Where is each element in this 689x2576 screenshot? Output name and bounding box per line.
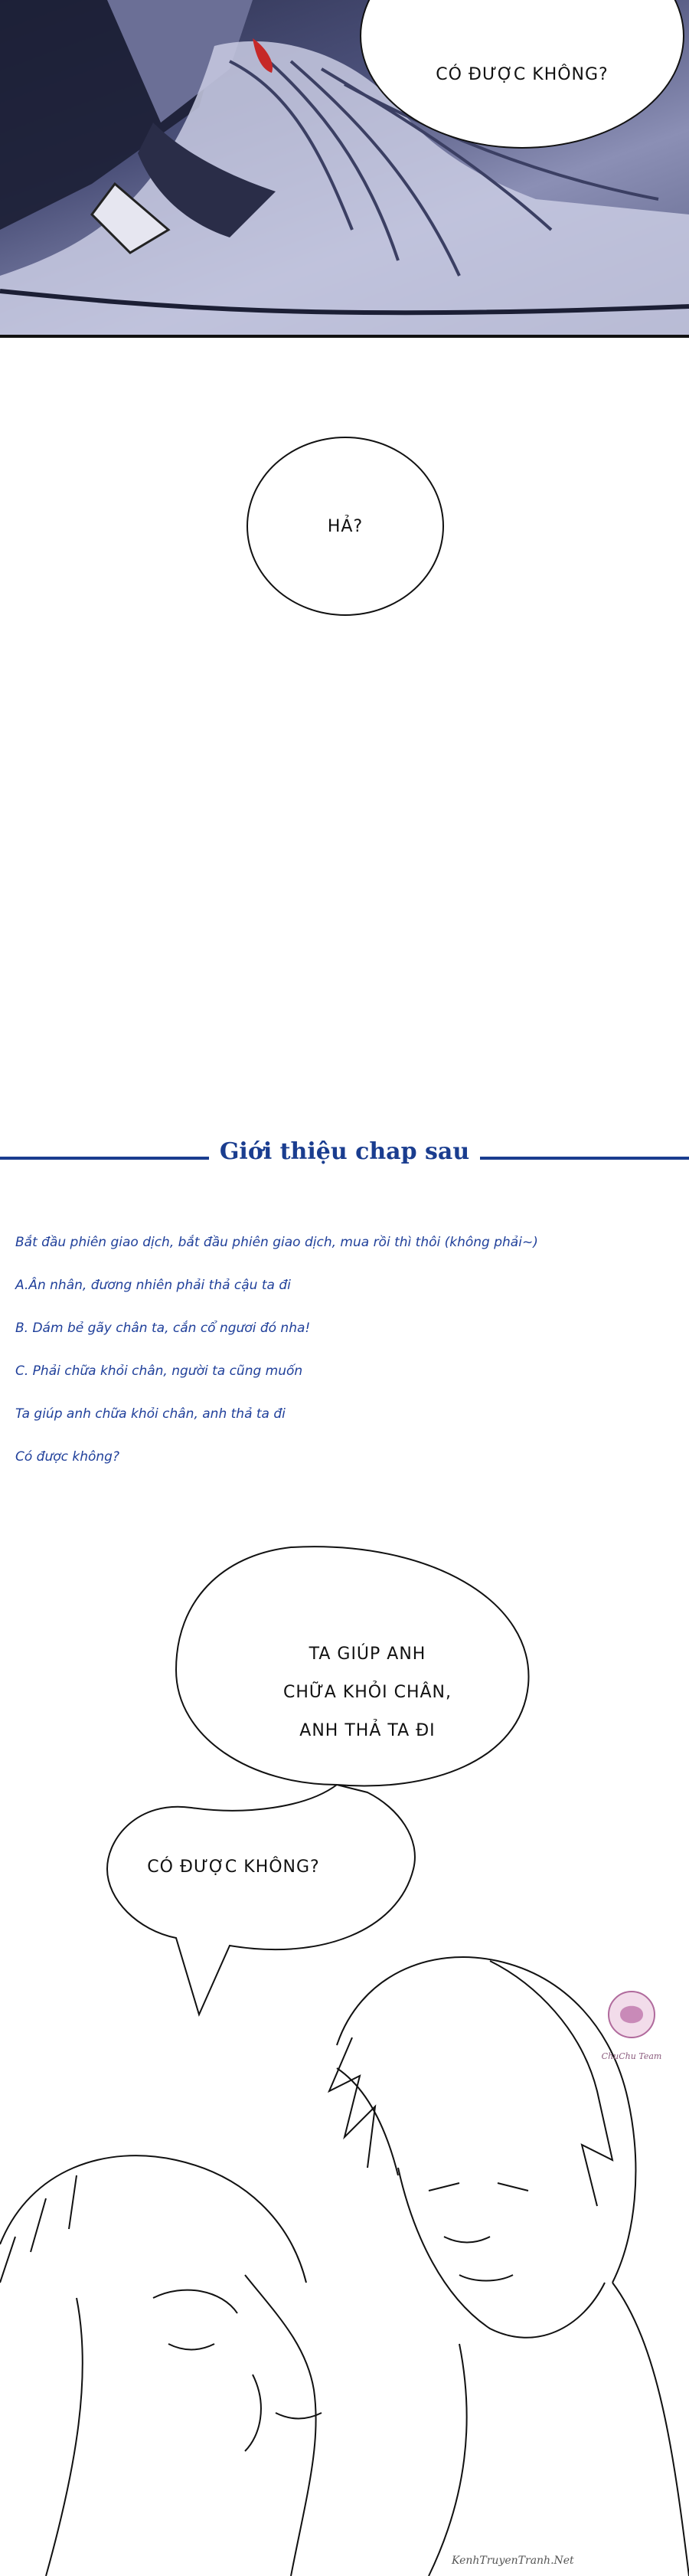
team-logo-text: ChuChu Team	[601, 2051, 662, 2061]
preview-line: C. Phải chữa khỏi chân, người ta cũng muốn	[15, 1363, 303, 1379]
preview-line: Bắt đầu phiên giao dịch, bắt đầu phiên giao dịch, mua rồi thì thôi (không phải~)	[15, 1235, 538, 1250]
next-chapter-divider	[0, 1134, 689, 1180]
preview-line: B. Dám bẻ gãy chân ta, cắn cổ ngươi đó nha!	[15, 1321, 311, 1336]
preview-line: Có được không?	[15, 1449, 119, 1465]
next-chapter-preview	[15, 1233, 674, 1491]
preview-line: Ta giúp anh chữa khỏi chân, anh thả ta đi	[15, 1406, 286, 1422]
preview-line: A.Ân nhân, đương nhiên phải thả cậu ta đi	[15, 1278, 291, 1293]
character-line-art	[0, 1915, 689, 2576]
speech-bubble-top-text: CÓ ĐƯỢC KHÔNG?	[436, 64, 609, 84]
dialogue-bubble-1	[230, 1635, 505, 1750]
dialogue-line: CHỮA KHỎI CHÂN,	[283, 1683, 452, 1702]
top-manga-panel	[0, 0, 689, 338]
site-watermark: KenhTruyenTranh.Net	[452, 2555, 574, 2567]
team-logo	[597, 1984, 666, 2053]
speech-bubble-reaction	[247, 437, 444, 616]
dialogue-line: ANH THẢ TA ĐI	[299, 1721, 436, 1740]
dialogue-bubble-2	[119, 1858, 348, 1877]
dialogue-line: TA GIÚP ANH	[309, 1645, 426, 1664]
next-chapter-title: Giới thiệu chap sau	[209, 1138, 480, 1165]
dialogue-bubble-2-text: CÓ ĐƯỢC KHÔNG?	[147, 1858, 320, 1877]
speech-bubble-reaction-text: HẢ?	[327, 516, 364, 536]
